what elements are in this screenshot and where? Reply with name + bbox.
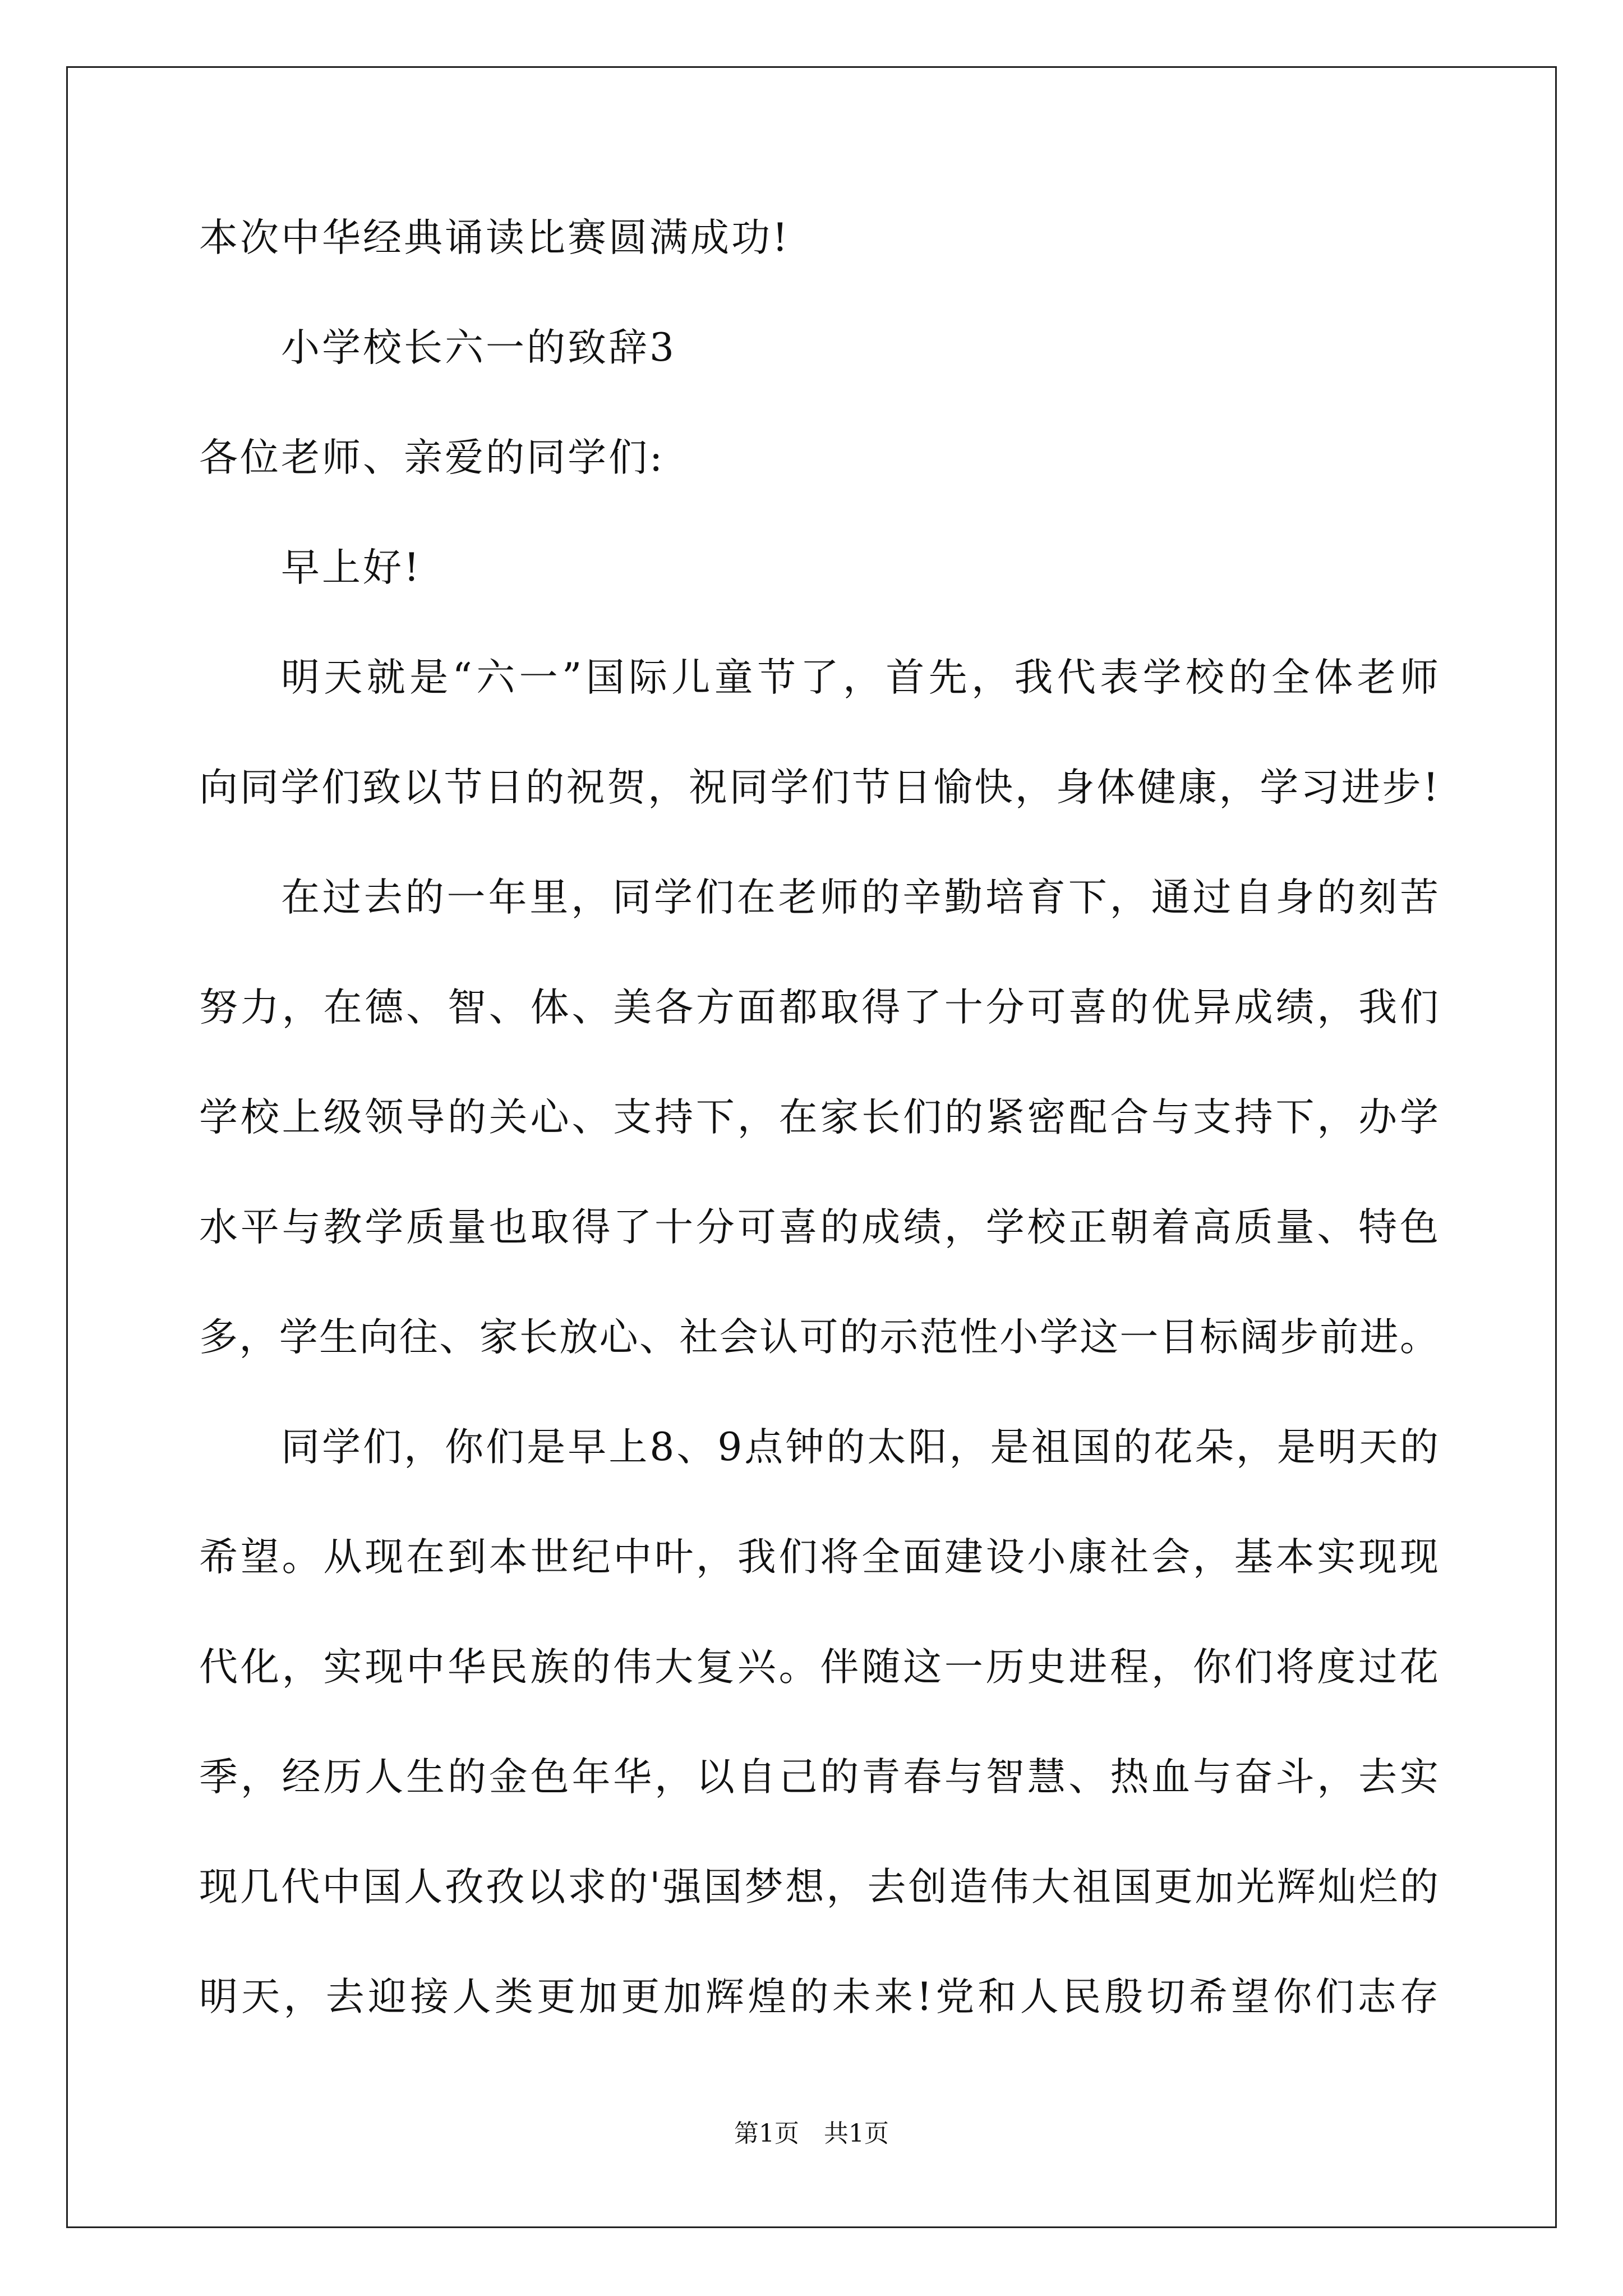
salutation: 各位老师、亲爱的同学们: bbox=[199, 435, 665, 480]
text-line-6: 向同学们致以节日的祝贺，祝同学们节日愉快，身体健康，学习进步! bbox=[199, 765, 1438, 810]
text-line-12: 同学们，你们是早上8、9点钟的太阳，是祖国的花朵，是明天的 bbox=[281, 1425, 1438, 1470]
text-line-15: 季，经历人生的金色年华，以自己的青春与智慧、热血与奋斗，去实 bbox=[199, 1755, 1438, 1800]
page-footer: 第1页 共1页 bbox=[734, 2119, 889, 2148]
text-line-5: 明天就是“六一”国际儿童节了，首先，我代表学校的全体老师 bbox=[281, 655, 1438, 700]
text-line-8: 努力，在德、智、体、美各方面都取得了十分可喜的优异成绩，我们 bbox=[199, 985, 1438, 1030]
text-line-11: 多，学生向往、家长放心、社会认可的示范性小学这一目标阔步前进。 bbox=[199, 1315, 1438, 1360]
document-body bbox=[199, 213, 1438, 2082]
text-line-7: 在过去的一年里，同学们在老师的辛勤培育下，通过自身的刻苦 bbox=[281, 875, 1438, 920]
text-line-17: 明天，去迎接人类更加更加辉煌的未来!党和人民殷切希望你们志存 bbox=[199, 1975, 1438, 2019]
text-line-1: 本次中华经典诵读比赛圆满成功! bbox=[199, 215, 790, 260]
text-line-13: 希望。从现在到本世纪中叶，我们将全面建设小康社会，基本实现现 bbox=[199, 1535, 1438, 1580]
text-line-9: 学校上级领导的关心、支持下，在家长们的紧密配合与支持下，办学 bbox=[199, 1095, 1438, 1140]
section-heading: 小学校长六一的致辞3 bbox=[281, 325, 676, 370]
text-line-10: 水平与教学质量也取得了十分可喜的成绩，学校正朝着高质量、特色 bbox=[199, 1205, 1438, 1250]
text-line-14: 代化，实现中华民族的伟大复兴。伴随这一历史进程，你们将度过花 bbox=[199, 1645, 1438, 1690]
text-line-16: 现几代中国人孜孜以求的'强国梦想，去创造伟大祖国更加光辉灿烂的 bbox=[199, 1865, 1438, 1910]
greeting: 早上好! bbox=[281, 545, 422, 590]
